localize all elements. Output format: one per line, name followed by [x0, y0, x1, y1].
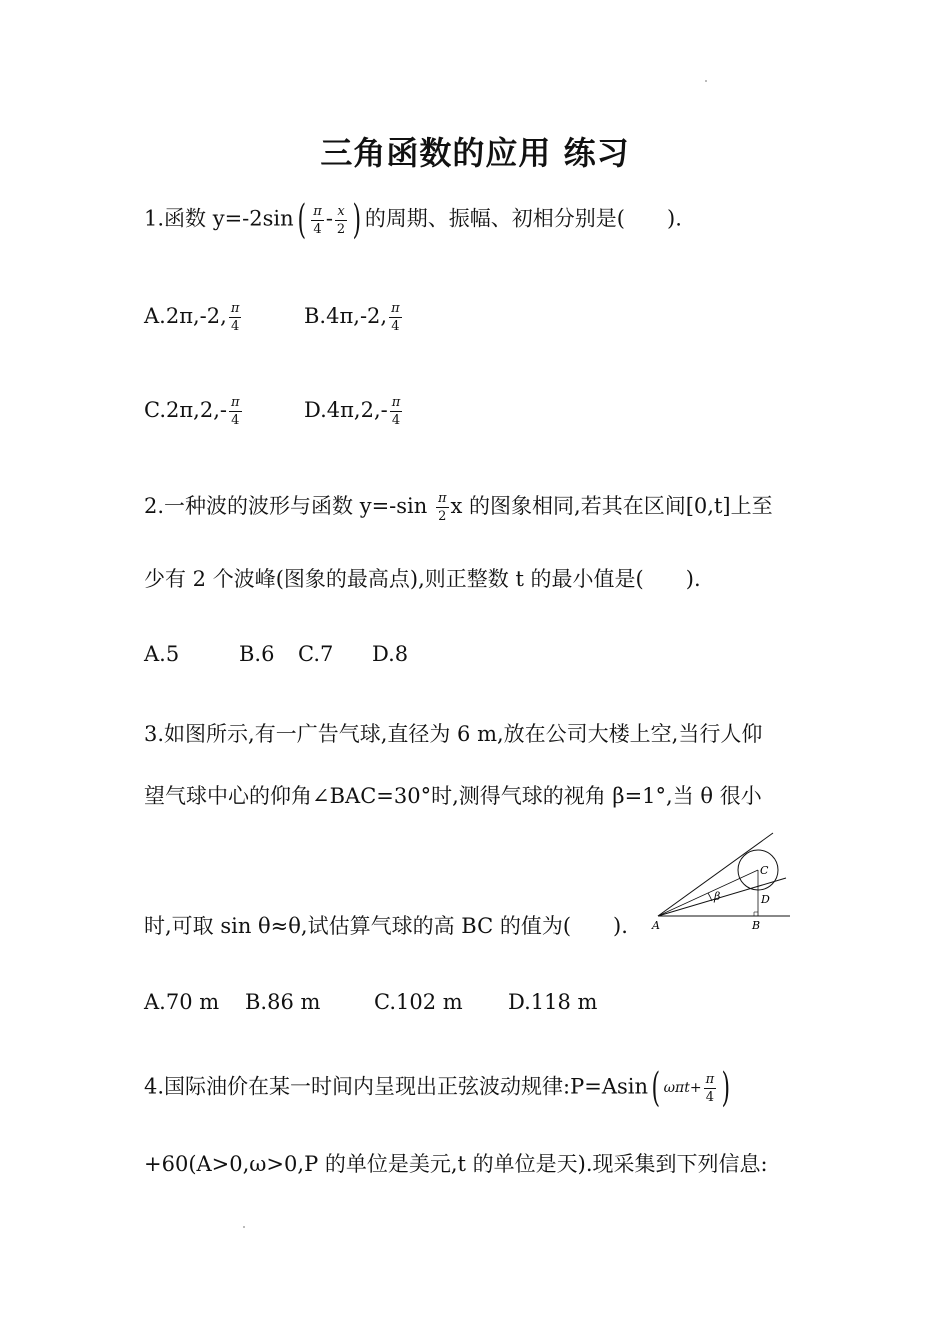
- scan-dot: [705, 80, 707, 82]
- q3-options: [144, 990, 597, 1014]
- question-3-line-2: 望气球中心的仰角∠BAC=30°时,测得气球的视角 β=1°,当 θ 很小: [144, 784, 762, 808]
- page-title: 三角函数的应用 练习: [320, 134, 630, 172]
- balloon-diagram: [650, 828, 800, 938]
- q2-option-a[interactable]: A.5: [144, 642, 180, 666]
- question-4-line-1: 4.国际油价在某一时间内呈现出正弦波动规律:P=Asin( ωπt+ $\frac{\pi}{4}$ ): [144, 1065, 731, 1111]
- question-2-line-2: 少有 2 个波峰(图象的最高点),则正整数 t 的最小值是( ).: [144, 567, 701, 591]
- question-4-line-2: +60(A>0,ω>0,P 的单位是美元,t 的单位是天).现采集到下列信息:: [144, 1152, 768, 1176]
- q3-option-d[interactable]: D.118 m: [508, 990, 598, 1014]
- beta-arc: [708, 893, 712, 901]
- question-3-line-3: 时,可取 sin θ≈θ,试估算气球的高 BC 的值为( ).: [144, 914, 628, 938]
- fraction: $\frac{\pi}{2}$: [437, 491, 447, 524]
- question-1: 1.函数 y=-2sin( $\frac{\pi}{4}$ - $\frac{x}{2}$ ) 的周期、振幅、初相分别是( ).: [144, 197, 682, 243]
- scan-dot: [243, 1226, 245, 1228]
- question-3-line-1: 3.如图所示,有一广告气球,直径为 6 m,放在公司大楼上空,当行人仰: [144, 722, 763, 746]
- q3-option-b[interactable]: B.86 m: [245, 990, 321, 1014]
- question-2-line-1: 2.一种波的波形与函数 y=-sin $\frac{\pi}{2}$ x 的图象相同,若其在区间[0,t]上至: [144, 491, 773, 524]
- q1-option-c[interactable]: C.2π,2,- $\frac{\pi}{4}$: [144, 395, 240, 428]
- q1-options-row-2: [144, 396, 404, 427]
- fraction: $\frac{\pi}{4}$: [705, 1071, 715, 1105]
- q3-option-a[interactable]: A.70 m: [144, 990, 220, 1014]
- q2-option-b[interactable]: B.6: [239, 642, 275, 666]
- q1-option-d[interactable]: D.4π,2,- $\frac{\pi}{4}$: [304, 395, 401, 428]
- label-b: B: [752, 919, 761, 932]
- fraction: $\frac{\pi}{4}$: [313, 203, 322, 237]
- label-d: D: [761, 893, 770, 906]
- upper-tangent-line: [658, 833, 773, 916]
- q1-option-a[interactable]: A.2π,-2, $\frac{\pi}{4}$: [144, 301, 240, 334]
- q1-options-row-1: [144, 302, 404, 333]
- q3-option-c[interactable]: C.102 m: [374, 990, 463, 1014]
- label-a: A: [652, 919, 660, 932]
- label-beta: β: [714, 890, 721, 903]
- q2-options: [144, 642, 408, 666]
- fraction: $\frac{x}{2}$: [336, 203, 346, 237]
- q2-option-d[interactable]: D.8: [372, 642, 409, 666]
- label-c: C: [760, 864, 769, 877]
- q1-option-b[interactable]: B.4π,-2, $\frac{\pi}{4}$: [304, 301, 400, 334]
- q2-option-c[interactable]: C.7: [298, 642, 334, 666]
